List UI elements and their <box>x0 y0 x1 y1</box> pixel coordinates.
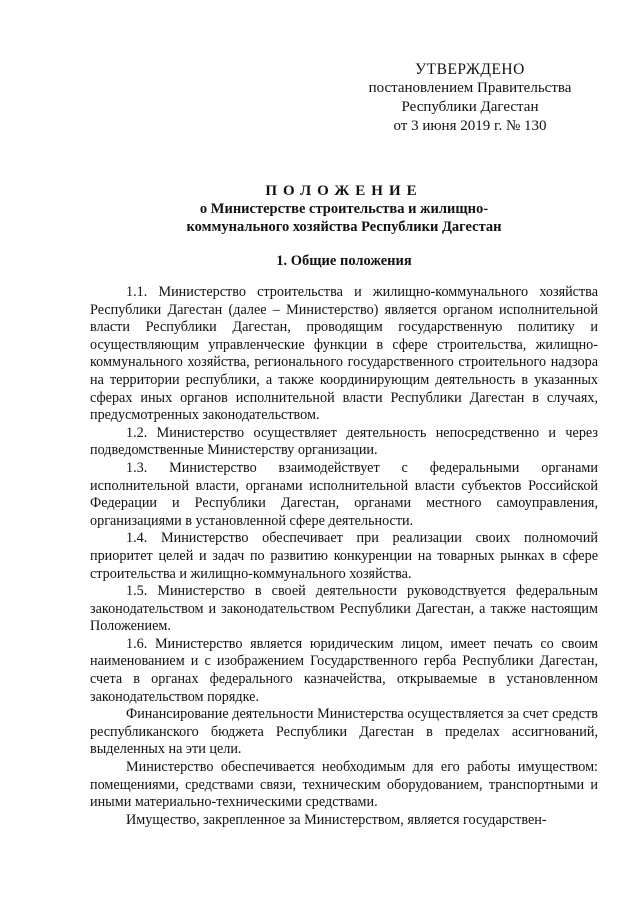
document-title <box>90 182 598 236</box>
section-heading: 1. Общие положения <box>276 253 412 269</box>
approval-line-2: Республики Дагестан <box>401 99 539 115</box>
paragraph-property-status: Имущество, закрепленное за Министерством, является государствен- <box>126 811 547 828</box>
paragraph-1-2: 1.2. Министерство осуществляет деятельность непосредственно и через подведомственные Министерству организации. <box>90 424 598 459</box>
title-line-2: коммунального хозяйства Республики Дагестан <box>186 219 502 235</box>
paragraph-1-6: 1.6. Министерство является юридическим лицом, имеет печать со своим наименованием и с изображением Государственного герба Республики Дагестан, счета в органах федерального казначейства, открываемые в установленном законодательством порядке. <box>90 635 598 705</box>
paragraph-property-provision: Министерство обеспечивается необходимым для его работы имуществом: помещениями, средствами связи, техническим оборудованием, транспортными и иными материально-техническими средствами. <box>90 759 598 811</box>
title-line-1: о Министерстве строительства и жилищно- <box>199 201 489 217</box>
document-body <box>90 284 598 829</box>
approval-heading: УТВЕРЖДЕНО <box>415 61 525 78</box>
paragraph-1-3: 1.3. Министерство взаимодействует с федеральными органами исполнительной власти, органами исполнительной власти субъектов Российской Федерации и Республики Дагестан, органами местного самоуправления, организациями в установленной сфере деятельности. <box>90 459 598 529</box>
approval-line-1: постановлением Правительства <box>368 80 572 96</box>
approval-line-3: от 3 июня 2019 г. № 130 <box>393 118 547 134</box>
paragraph-1-4: 1.4. Министерство обеспечивает при реализации своих полномочий приоритет целей и задач по развитию конкуренции на товарных рынках в сфере строительства и жилищно-коммунального хозяйства. <box>90 530 598 582</box>
paragraph-1-5: 1.5. Министерство в своей деятельности руководствуется федеральным законодательством и законодательством Республики Дагестан, а также настоящим Положением. <box>90 583 598 635</box>
paragraph-financing: Финансирование деятельности Министерства осуществляется за счет средств республиканского бюджета Республики Дагестан в пределах ассигнований, выделенных на эти цели. <box>90 706 598 758</box>
approval-stamp <box>365 60 575 136</box>
paragraph-1-1: 1.1. Министерство строительства и жилищно-коммунального хозяйства Республики Дагестан (далее – Министерство) является органом исполнительной власти Республики Дагестан, проводящим государственную политику и осуществляющим управленческие функции в сфере строительства, жилищно-коммунального хозяйства, регионального государственного строительного надзора на территории республики, а также координирующим деятельность в указанных сферах иных органов исполнительной власти Республики Дагестан в случаях, предусмотренных законодательством. <box>90 284 598 424</box>
title-main: ПОЛОЖЕНИЕ <box>265 183 423 199</box>
